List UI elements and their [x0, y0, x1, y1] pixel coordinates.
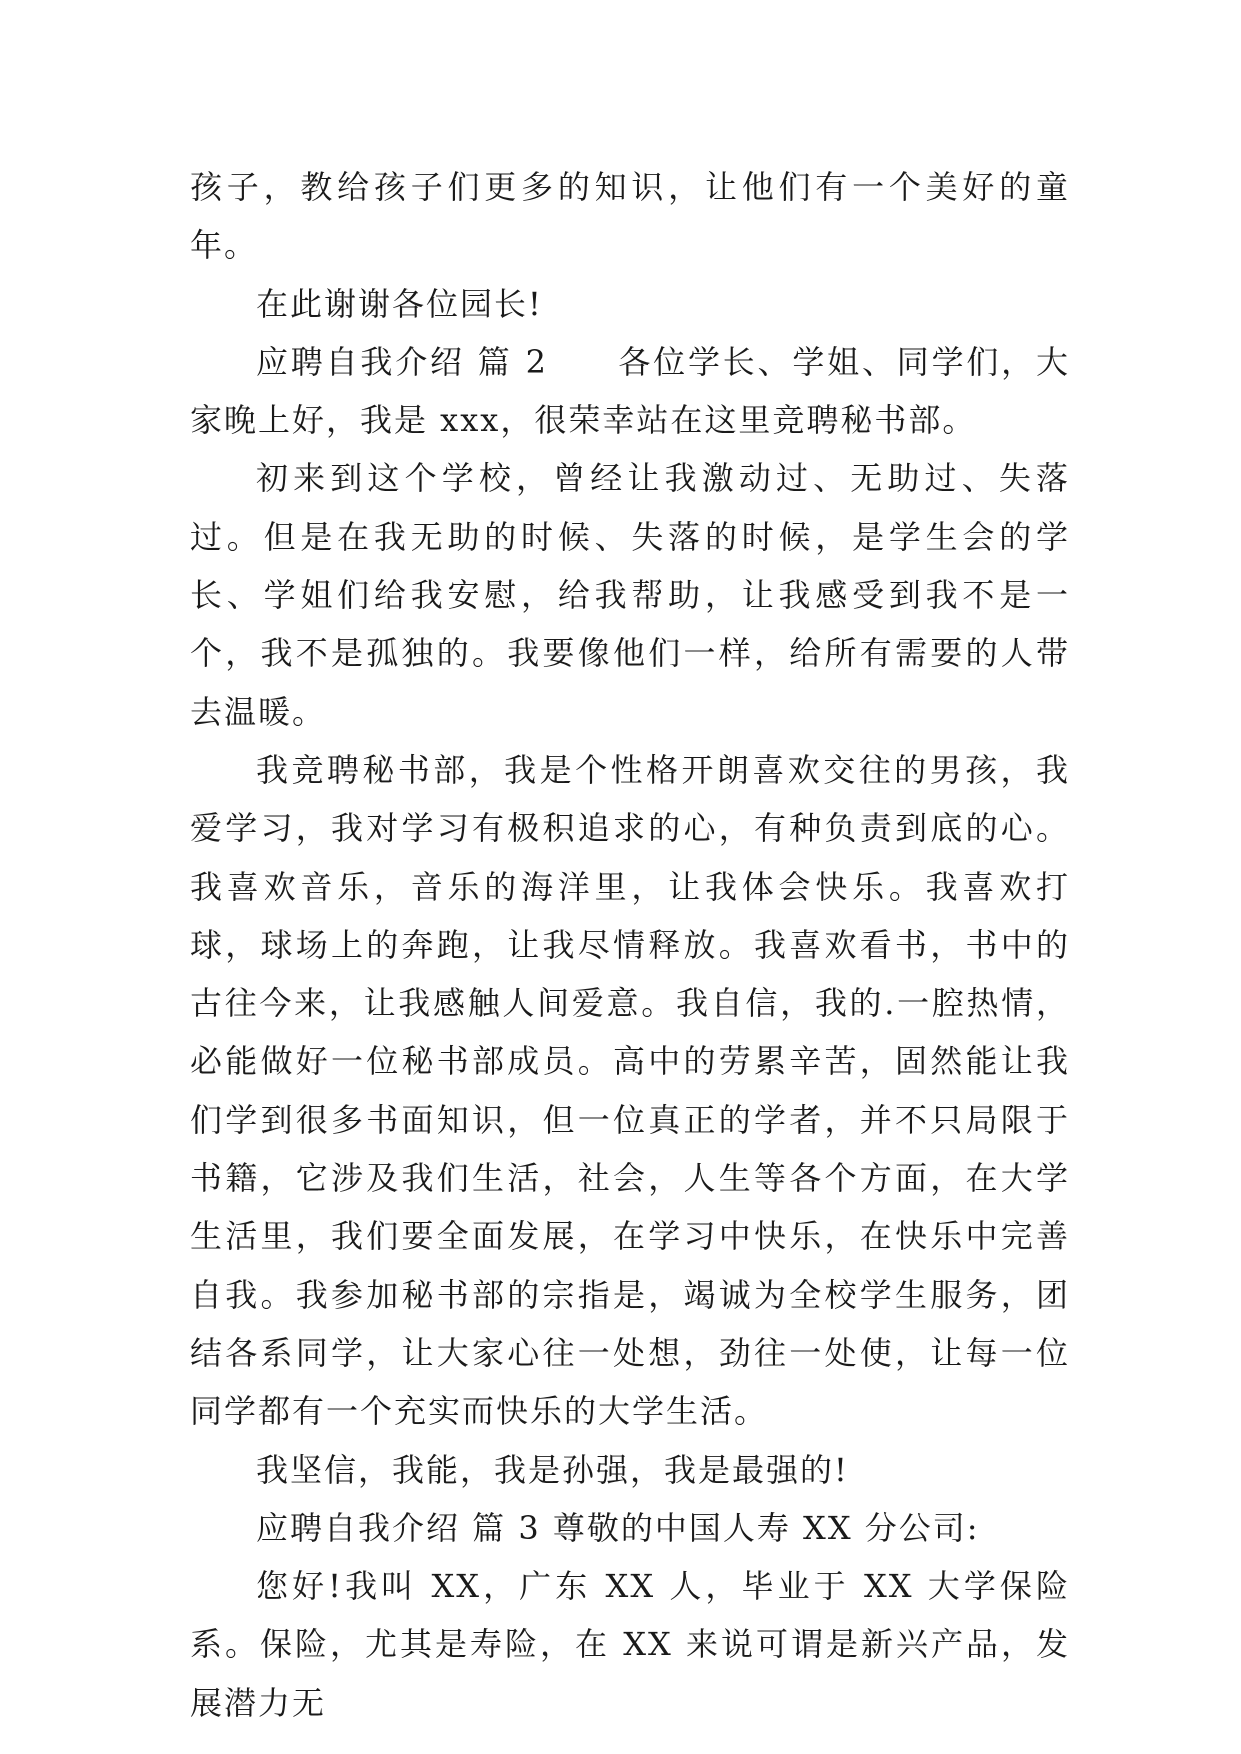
- paragraph-5: 我竞聘秘书部，我是个性格开朗喜欢交往的男孩，我爱学习，我对学习有极积追求的心，有种负责到底的心。我喜欢音乐，音乐的海洋里，让我体会快乐。我喜欢打球，球场上的奔跑，让我尽情释放。我喜欢看书，书中的古往今来，让我感触人间爱意。我自信，我的.一腔热情，必能做好一位秘书部成员。高中的劳累辛苦，固然能让我们学到很多书面知识，但一位真正的学者，并不只局限于书籍，它涉及我们生活，社会，人生等各个方面，在大学生活里，我们要全面发展，在学习中快乐，在快乐中完善自我。我参加秘书部的宗指是，竭诚为全校学生服务，团结各系同学，让大家心往一处想，劲往一处使，让每一位同学都有一个充实而快乐的大学生活。: [190, 750, 1070, 1431]
- paragraph-3: 应聘自我介绍 篇 2 各位学长、学姐、同学们，大家晚上好，我是 xxx，很荣幸站在这里竞聘秘书部。: [190, 342, 1070, 440]
- document-body: [190, 158, 1070, 1732]
- paragraph-1: 孩子，教给孩子们更多的知识，让他们有一个美好的童年。: [190, 168, 1070, 265]
- paragraph-7: 应聘自我介绍 篇 3 尊敬的中国人寿 XX 分公司:: [256, 1508, 980, 1547]
- paragraph-8: 您好!我叫 XX，广东 XX 人，毕业于 XX 大学保险系。保险，尤其是寿险，在 XX 来说可谓是新兴产品，发展潜力无: [190, 1567, 1070, 1722]
- paragraph-2: 在此谢谢各位园长!: [256, 284, 543, 323]
- paragraph-4: 初来到这个学校，曾经让我激动过、无助过、失落过。但是在我无助的时候、失落的时候，是学生会的学长、学姐们给我安慰，给我帮助，让我感受到我不是一个，我不是孤独的。我要像他们一样，给所有需要的人带去温暖。: [190, 459, 1070, 731]
- paragraph-6: 我坚信，我能，我是孙强，我是最强的!: [256, 1450, 849, 1489]
